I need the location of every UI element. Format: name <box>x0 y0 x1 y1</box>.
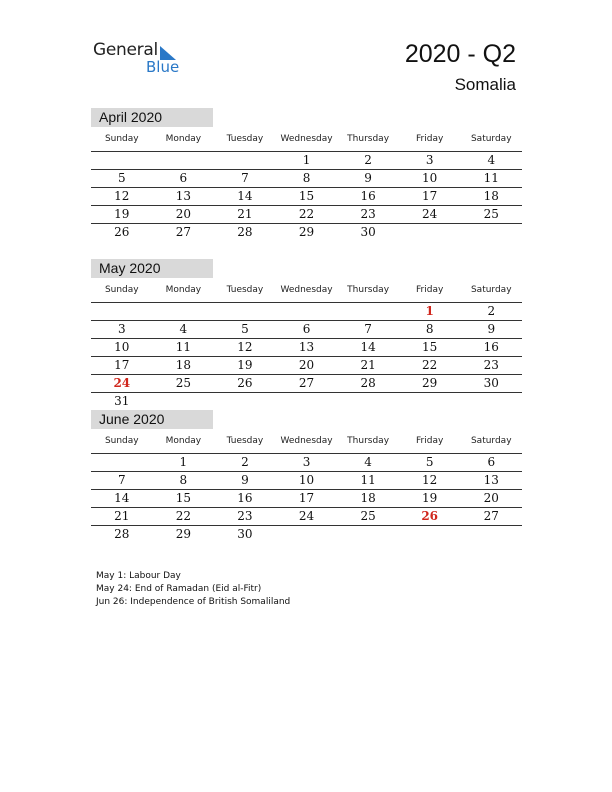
week-row <box>91 472 522 490</box>
week-row <box>91 357 522 375</box>
weekday-label: Monday <box>165 134 202 144</box>
week-row <box>91 375 522 393</box>
weekday-label: Thursday <box>347 436 390 446</box>
country-name: Somalia <box>454 75 516 94</box>
empty-day-cell <box>460 526 522 543</box>
day-cell: 15 <box>298 189 315 203</box>
day-cell: 13 <box>483 473 499 487</box>
week-row <box>91 490 522 508</box>
day-cell: 25 <box>175 376 191 390</box>
day-cell: 15 <box>175 491 191 505</box>
week-row <box>91 152 522 170</box>
day-cell: 1 <box>302 153 311 167</box>
day-cell: 18 <box>483 189 499 203</box>
day-cell: 6 <box>487 455 496 469</box>
logo-text-general: General <box>93 40 158 60</box>
day-cell: 22 <box>298 207 315 221</box>
month-title: June 2020 <box>91 410 213 429</box>
day-cell: 14 <box>114 491 130 505</box>
day-cell: 11 <box>360 473 376 487</box>
day-cell: 24 <box>113 376 131 390</box>
empty-day-cell <box>153 152 215 169</box>
day-cell: 14 <box>360 340 376 354</box>
weekday-label: Sunday <box>104 285 139 295</box>
day-cell: 12 <box>237 340 253 354</box>
empty-day-cell <box>337 303 399 320</box>
empty-day-cell <box>214 303 276 320</box>
day-cell: 21 <box>237 207 253 221</box>
day-cell: 17 <box>422 189 438 203</box>
day-cell: 1 <box>179 455 188 469</box>
day-cell: 22 <box>422 358 438 372</box>
day-cell: 26 <box>421 509 439 523</box>
holiday-note: Jun 26: Independence of British Somaliland <box>96 597 291 607</box>
week-row <box>91 339 522 357</box>
empty-day-cell <box>153 303 215 320</box>
day-cell: 28 <box>360 376 376 390</box>
empty-day-cell <box>214 152 276 169</box>
month-april <box>91 108 522 241</box>
weekday-header-row <box>91 278 522 303</box>
weekday-label: Monday <box>165 285 202 295</box>
day-cell: 2 <box>487 304 496 318</box>
weekday-label: Thursday <box>347 134 390 144</box>
weekday-label: Wednesday <box>280 436 333 446</box>
day-cell: 7 <box>117 473 126 487</box>
day-cell: 23 <box>360 207 376 221</box>
weekday-label: Friday <box>416 285 444 295</box>
day-cell: 14 <box>237 189 253 203</box>
weekday-header-row <box>91 127 522 152</box>
empty-day-cell <box>399 224 461 241</box>
day-cell: 5 <box>425 455 434 469</box>
weekday-label: Saturday <box>470 436 512 446</box>
weekday-label: Tuesday <box>226 436 264 446</box>
day-cell: 26 <box>237 376 253 390</box>
day-cell: 4 <box>179 322 188 336</box>
day-cell: 30 <box>483 376 499 390</box>
day-cell: 8 <box>425 322 434 336</box>
week-row <box>91 224 522 241</box>
day-cell: 30 <box>237 527 253 541</box>
holiday-note: May 24: End of Ramadan (Eid al-Fitr) <box>96 584 262 594</box>
day-cell: 28 <box>237 225 253 239</box>
day-cell: 12 <box>422 473 438 487</box>
weekday-label: Tuesday <box>226 134 264 144</box>
empty-day-cell <box>214 393 276 410</box>
day-cell: 7 <box>241 171 249 185</box>
week-row <box>91 206 522 224</box>
day-cell: 3 <box>302 455 311 469</box>
day-cell: 11 <box>483 171 499 185</box>
day-cell: 4 <box>487 153 496 167</box>
weekday-label: Monday <box>165 436 202 446</box>
day-cell: 5 <box>241 322 249 336</box>
holiday-note: May 1: Labour Day <box>96 571 181 581</box>
day-cell: 3 <box>117 322 126 336</box>
week-row <box>91 188 522 206</box>
day-cell: 20 <box>175 207 191 221</box>
week-row <box>91 170 522 188</box>
empty-day-cell <box>337 526 399 543</box>
day-cell: 18 <box>175 358 191 372</box>
page-title: 2020 - Q2 <box>404 40 516 68</box>
week-row <box>91 303 522 321</box>
empty-day-cell <box>91 303 153 320</box>
day-cell: 27 <box>175 225 191 239</box>
day-cell: 25 <box>483 207 499 221</box>
day-cell: 19 <box>114 207 130 221</box>
day-cell: 4 <box>364 455 372 469</box>
weekday-label: Saturday <box>470 285 512 295</box>
weekday-label: Sunday <box>104 436 139 446</box>
day-cell: 9 <box>241 473 249 487</box>
day-cell: 17 <box>114 358 130 372</box>
empty-day-cell <box>276 303 338 320</box>
day-cell: 11 <box>175 340 191 354</box>
day-cell: 13 <box>175 189 191 203</box>
empty-day-cell <box>276 393 338 410</box>
day-cell: 6 <box>302 322 311 336</box>
day-cell: 2 <box>364 153 372 167</box>
day-cell: 23 <box>237 509 253 523</box>
day-cell: 1 <box>425 304 434 318</box>
week-row <box>91 508 522 526</box>
weekday-label: Saturday <box>470 134 512 144</box>
empty-day-cell <box>91 454 153 471</box>
empty-day-cell <box>91 152 153 169</box>
day-cell: 18 <box>360 491 376 505</box>
day-cell: 19 <box>237 358 253 372</box>
empty-day-cell <box>153 393 215 410</box>
day-cell: 3 <box>425 153 434 167</box>
weekday-label: Friday <box>416 134 444 144</box>
day-cell: 26 <box>114 225 130 239</box>
week-row <box>91 454 522 472</box>
day-cell: 8 <box>179 473 188 487</box>
empty-day-cell <box>276 526 338 543</box>
day-cell: 29 <box>298 225 315 239</box>
day-cell: 20 <box>483 491 499 505</box>
day-cell: 16 <box>483 340 499 354</box>
empty-day-cell <box>460 224 522 241</box>
day-cell: 24 <box>298 509 315 523</box>
day-cell: 15 <box>422 340 438 354</box>
logo <box>93 40 193 80</box>
day-cell: 28 <box>114 527 130 541</box>
day-cell: 23 <box>483 358 499 372</box>
day-cell: 19 <box>422 491 438 505</box>
empty-day-cell <box>399 526 461 543</box>
week-row <box>91 393 522 410</box>
month-title: May 2020 <box>91 259 213 278</box>
day-cell: 27 <box>298 376 315 390</box>
weekday-header-row <box>91 429 522 454</box>
logo-text-blue: Blue <box>146 58 180 76</box>
weekday-label: Thursday <box>347 285 390 295</box>
day-cell: 7 <box>364 322 372 336</box>
day-cell: 30 <box>360 225 376 239</box>
day-cell: 12 <box>114 189 130 203</box>
day-cell: 29 <box>422 376 438 390</box>
weekday-label: Friday <box>416 436 444 446</box>
day-cell: 5 <box>117 171 126 185</box>
week-row <box>91 526 522 543</box>
weekday-label: Tuesday <box>226 285 264 295</box>
day-cell: 8 <box>302 171 311 185</box>
day-cell: 29 <box>175 527 191 541</box>
day-cell: 27 <box>483 509 499 523</box>
month-title: April 2020 <box>91 108 213 127</box>
month-may <box>91 259 522 410</box>
day-cell: 9 <box>364 171 372 185</box>
holiday-notes <box>96 570 290 609</box>
day-cell: 22 <box>175 509 191 523</box>
day-cell: 16 <box>237 491 253 505</box>
day-cell: 9 <box>487 322 496 336</box>
day-cell: 10 <box>114 340 130 354</box>
day-cell: 31 <box>114 394 130 408</box>
week-row <box>91 321 522 339</box>
empty-day-cell <box>399 393 461 410</box>
day-cell: 21 <box>360 358 376 372</box>
day-cell: 20 <box>298 358 315 372</box>
day-cell: 10 <box>422 171 438 185</box>
day-cell: 13 <box>298 340 315 354</box>
empty-day-cell <box>460 393 522 410</box>
day-cell: 24 <box>422 207 438 221</box>
weekday-label: Sunday <box>104 134 139 144</box>
day-cell: 6 <box>179 171 188 185</box>
day-cell: 25 <box>360 509 376 523</box>
day-cell: 16 <box>360 189 376 203</box>
weekday-label: Wednesday <box>280 134 333 144</box>
day-cell: 21 <box>114 509 130 523</box>
day-cell: 17 <box>298 491 315 505</box>
day-cell: 2 <box>241 455 249 469</box>
weekday-label: Wednesday <box>280 285 333 295</box>
day-cell: 10 <box>298 473 315 487</box>
month-june <box>91 410 522 543</box>
empty-day-cell <box>337 393 399 410</box>
